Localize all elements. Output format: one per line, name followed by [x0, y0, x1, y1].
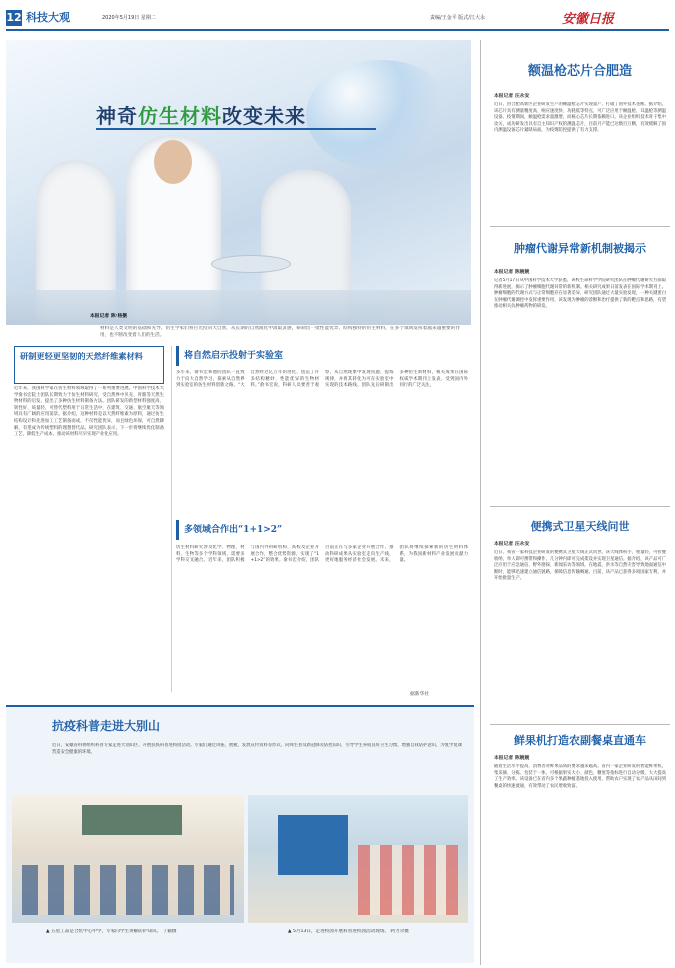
masthead-rule: [6, 29, 669, 31]
article2-byline: 本报记者 陈婉婉: [494, 270, 530, 275]
hero-headline: [96, 100, 306, 129]
bottom-body: 近日，安徽省科协组织科普专家走进大别山区，开展抗疫科普进校园活动。专家们通过讲座、展板、发放宣传资料等形式，向师生普及新冠肺炎防控知识，引导学生养成良好卫生习惯，增强自我防护意识，为复学复课营造安全健康的环境。: [52, 743, 462, 755]
article4-body: 随着生活水平提高，消费者对鲜果品质的要求越来越高。省内一家企业研发的智能鲜果机，集采摘、分拣、包装于一体，可根据果实大小、颜色、糖度等指标进行自动分级，大大提高了生产效率。该设备已在省内多个果蔬种植基地投入使用，帮助农户实现了农产品从田间到餐桌的快速流通，有效带动了农民增收致富。: [494, 764, 666, 789]
campus-people: [358, 845, 458, 915]
bottom-photo-classroom: [12, 795, 244, 923]
article3-headline: 便携式卫星天线问世: [530, 520, 630, 533]
right-divider-3: [490, 724, 670, 725]
masthead: [0, 0, 675, 32]
col3-headline-box: [176, 520, 326, 540]
page-number-badge: 12: [6, 11, 22, 24]
article4-headline: 鲜果机打造农副餐桌直通车: [514, 734, 646, 747]
bottom-caption-2: ▲ 5月13日，走进校园开展科普进校园活动现场。 阿力尔摄: [288, 929, 409, 934]
classroom-board: [82, 805, 182, 835]
col1-headline-box: [14, 346, 164, 384]
classroom-students: [22, 865, 234, 915]
issue-date: 2020年5月19日 星期二: [102, 15, 156, 21]
bottom-headline: 抗疫科普走进大别山: [52, 719, 161, 733]
article3-byline: 本报记者 汪永安: [494, 542, 530, 547]
right-column-divider: [480, 40, 481, 965]
col2-body: 多年来，俞书宏和他的团队一直致力于向大自然学习，探索从自然界到实验室的仿生材料创新之路。“大自然经过亿万年的进化，创造了许多结构精妙、性能优异的生物材料。”俞书宏说，科研人员要善于观察，从自然现象中发现问题、提炼规律，并将其转化为可在实验室中实现的技术路线。团队先后研制出多种仿生新材料，相关成果在国际权威学术期刊上发表，受到国内外同行的广泛关注。: [176, 370, 468, 389]
col2-headline: 将自然启示投射于实验室: [184, 351, 284, 361]
col3-headline: 多领域合作出“1+1>2”: [184, 525, 283, 535]
col1-body: 近年来，我国科学家在仿生材料领域取得了一系列重要进展。中国科学技术大学俞书宏院士团队长期致力于仿生材料研究，受自然界中贝壳、骨骼等天然生物材料的启发，提出了多种仿生材料制备方法。团队研发的新型材料强度高、韧性好、质量轻，可替代塑料用于日常生活中，在建筑、交通、航空航天等领域具有广阔的应用前景。据介绍，这种材料是以天然纤维素为原料，通过仿生结构设计和先进加工工艺制备而成，不仅性能优异，而且绿色环保，可自然降解，有望成为传统塑料的理想替代品。研究团队表示，下一步将继续优化制备工艺，降低生产成本，推动该材料尽早实现产业化应用。: [14, 386, 164, 438]
article2-headline: 肿瘤代谢异常新机制被揭示: [514, 242, 646, 255]
bottom-caption-1: ▲ 五星工品是合化中心中学，专家向学生讲解防护知识。 丁颖摄: [46, 929, 177, 934]
col-divider-1: [171, 346, 172, 692]
right-divider-2: [490, 506, 670, 507]
bottom-feature: [6, 705, 474, 963]
editor-credit: 责编/王金平 版式/江大永: [430, 15, 485, 21]
section-name: 科技大观: [26, 11, 70, 24]
article2-body: 记者5月17日从中国科学技术大学获悉，该校生命科学学院研究团队在肿瘤代谢研究方面取得新进展，揭示了肿瘤细胞代谢异常的新机制。相关研究成果日前发表在国际学术期刊上。肿瘤细胞的代谢方式与正常细胞存在显著差异，研究团队通过大量实验发现，一种关键蛋白在肿瘤代谢调控中发挥重要作用，该发现为肿瘤的诊断和治疗提供了新的靶点和思路，有望推动相关抗肿瘤药物的研发。: [494, 278, 666, 310]
paper-name: 安徽日报: [562, 12, 615, 27]
lab-sample-dish: [211, 255, 291, 273]
article3-body: 近日，我省一家科技企业研发的便携式卫星天线正式问世。该天线体积小、重量轻，可折叠收纳，单人即可携带和操作，几分钟内即可完成架设并实现卫星通信。据介绍，该产品可广泛应用于应急通信、野外勘探、新闻采访等领域，在地震、洪水等自然灾害导致地面通信中断时，能够迅速建立通信链路，保障信息传输畅通。目前，该产品已获得多项国家专利，并开始批量生产。: [494, 550, 666, 582]
col2-headline-box: [176, 346, 336, 366]
headline-suffix: 改变未来: [222, 104, 306, 128]
hero-photo: [6, 40, 471, 325]
molecule-graphic: [306, 60, 456, 170]
campus-poster: [278, 815, 348, 875]
hero-caption: 材料是人类文明的基础和先导。仿生学家们将目光投向大自然，从长期的自然演化中汲取灵感，研制出一批性能优异、结构独特的仿生材料，在多个领域发挥着越来越重要的作用，也不断改变着人们的生活。: [100, 326, 460, 338]
col3-body: 仿生材料研究涉及化学、物理、材料、生物等多个学科领域，需要多学科交叉融合。近年来，团队积极与国内外科研机构、高校及企业开展合作，整合优势资源，实现了“1+1>2”的效果。俞书宏介绍，团队目前正在与多家企业开展合作，推动科研成果从实验室走向生产线，更好地服务经济社会发展。未来，团队将继续探索新的仿生材料体系，为我国新材料产业发展贡献力量。: [176, 545, 468, 564]
headline-highlight: 仿生材料: [138, 104, 222, 128]
right-divider-1: [490, 226, 670, 227]
headline-prefix: 神奇: [96, 104, 138, 128]
lab-bench: [6, 290, 471, 325]
hero-rule: [96, 128, 376, 130]
article4-byline: 本报记者 陈婉婉: [494, 756, 530, 761]
bottom-photo-campus: [248, 795, 468, 923]
article1-body: 近日，由合肥高新区企业研发生产的额温枪芯片实现量产，打破了国外技术垄断。据介绍，该芯片具有测量精度高、响应速度快、功耗低等特点，可广泛应用于额温枪、耳温枪等测温设备。疫情期间，额温枪需求量激增，而核心芯片长期依赖进口。该企业组织技术骨干集中攻关，成功研发出具有自主知识产权的测温芯片，目前月产能已达数百万颗，有效缓解了国内测温设备芯片紧缺局面，为疫情防控提供了有力支撑。: [494, 102, 666, 134]
col1-headline: 研制更轻更坚韧的天然纤维素材料: [20, 351, 143, 361]
col3-signature: 据新华社: [410, 692, 430, 697]
article1-byline: 本报记者 汪永安: [494, 94, 530, 99]
article1-headline: 额温枪芯片合肥造: [527, 64, 632, 79]
researcher-face: [154, 140, 192, 184]
hero-photo-credit: 本报记者 陈·杨摄: [90, 314, 128, 319]
